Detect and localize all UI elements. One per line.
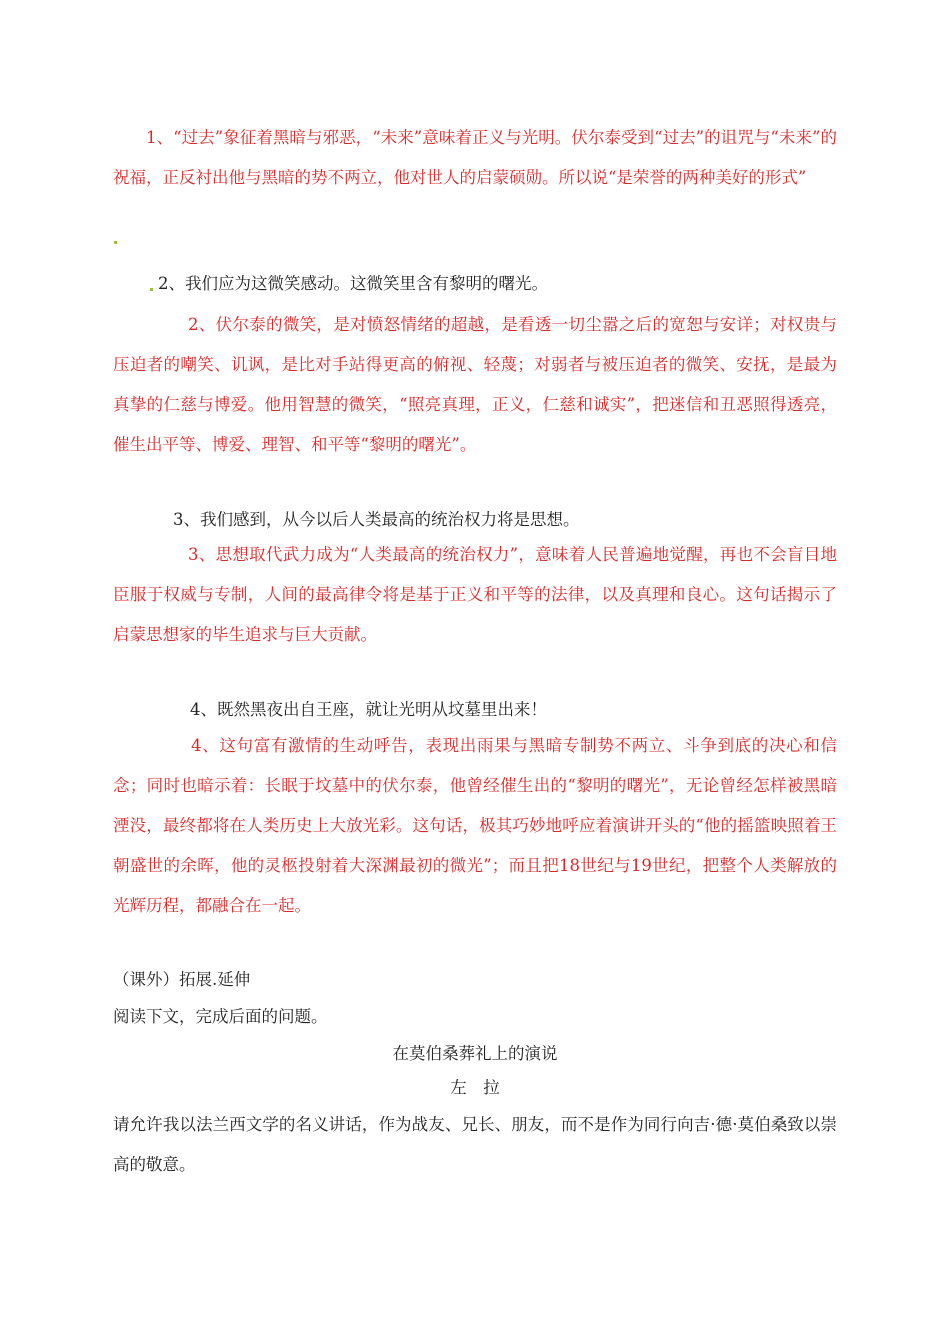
question-4: 4、既然黑夜出自王座，就让光明从坟墓里出来！ xyxy=(190,700,547,719)
answer-1: 1、“过去”象征着黑暗与邪恶，“未来”意味着正义与光明。伏尔泰受到“过去”的诅咒与“未来”的祝福，正反衬出他与黑暗的势不两立，他对世人的启蒙硕勋。所以说“是荣誉的两种美好的形式” xyxy=(113,128,837,187)
extension-heading: （课外）拓展.延伸 xyxy=(113,970,251,989)
extension-instruction: 阅读下文，完成后面的问题。 xyxy=(113,1007,328,1026)
answer-4: 4、这句富有激情的生动呼告，表现出雨果与黑暗专制势不两立、斗争到底的决心和信念；同时也暗示着：长眠于坟墓中的伏尔泰，他曾经催生出的“黎明的曙光”，无论曾经怎样被黑暗湮没，最终都将在人类历史上大放光彩。这句话，极其巧妙地呼应着演讲开头的“他的摇篮映照着王朝盛世的余晖，他的灵柩投射着大深渊最初的微光”；而且把18世纪与19世纪，把整个人类解放的光辉历程，都融合在一起。 xyxy=(113,736,837,915)
question-2: 2、我们应为这微笑感动。这微笑里含有黎明的曙光。 xyxy=(158,274,548,293)
article-author: 左 拉 xyxy=(450,1078,500,1097)
question-3: 3、我们感到，从今以后人类最高的统治权力将是思想。 xyxy=(173,510,580,529)
article-body: 请允许我以法兰西文学的名义讲话，作为战友、兄长、朋友，而不是作为同行向吉·德·莫伯桑致以崇高的敬意。 xyxy=(113,1115,837,1174)
stray-mark xyxy=(150,288,153,291)
answer-3: 3、思想取代武力成为“人类最高的统治权力”，意味着人民普遍地觉醒，再也不会盲目地臣服于权威与专制，人间的最高律令将是基于正义和平等的法律，以及真理和良心。这句话揭示了启蒙思想家的毕生追求与巨大贡献。 xyxy=(113,545,837,644)
answer-2: 2、伏尔泰的微笑，是对愤怒情绪的超越，是看透一切尘嚣之后的宽恕与安详；对权贵与压迫者的嘲笑、讥讽，是比对手站得更高的俯视、轻蔑；对弱者与被压迫者的微笑、安抚，是最为真挚的仁慈与博爱。他用智慧的微笑，“照亮真理，正义，仁慈和诚实”，把迷信和丑恶照得透亮，催生出平等、博爱、理智、和平等“黎明的曙光”。 xyxy=(113,315,837,454)
article-title: 在莫伯桑葬礼上的演说 xyxy=(392,1044,558,1063)
stray-mark xyxy=(114,241,117,244)
